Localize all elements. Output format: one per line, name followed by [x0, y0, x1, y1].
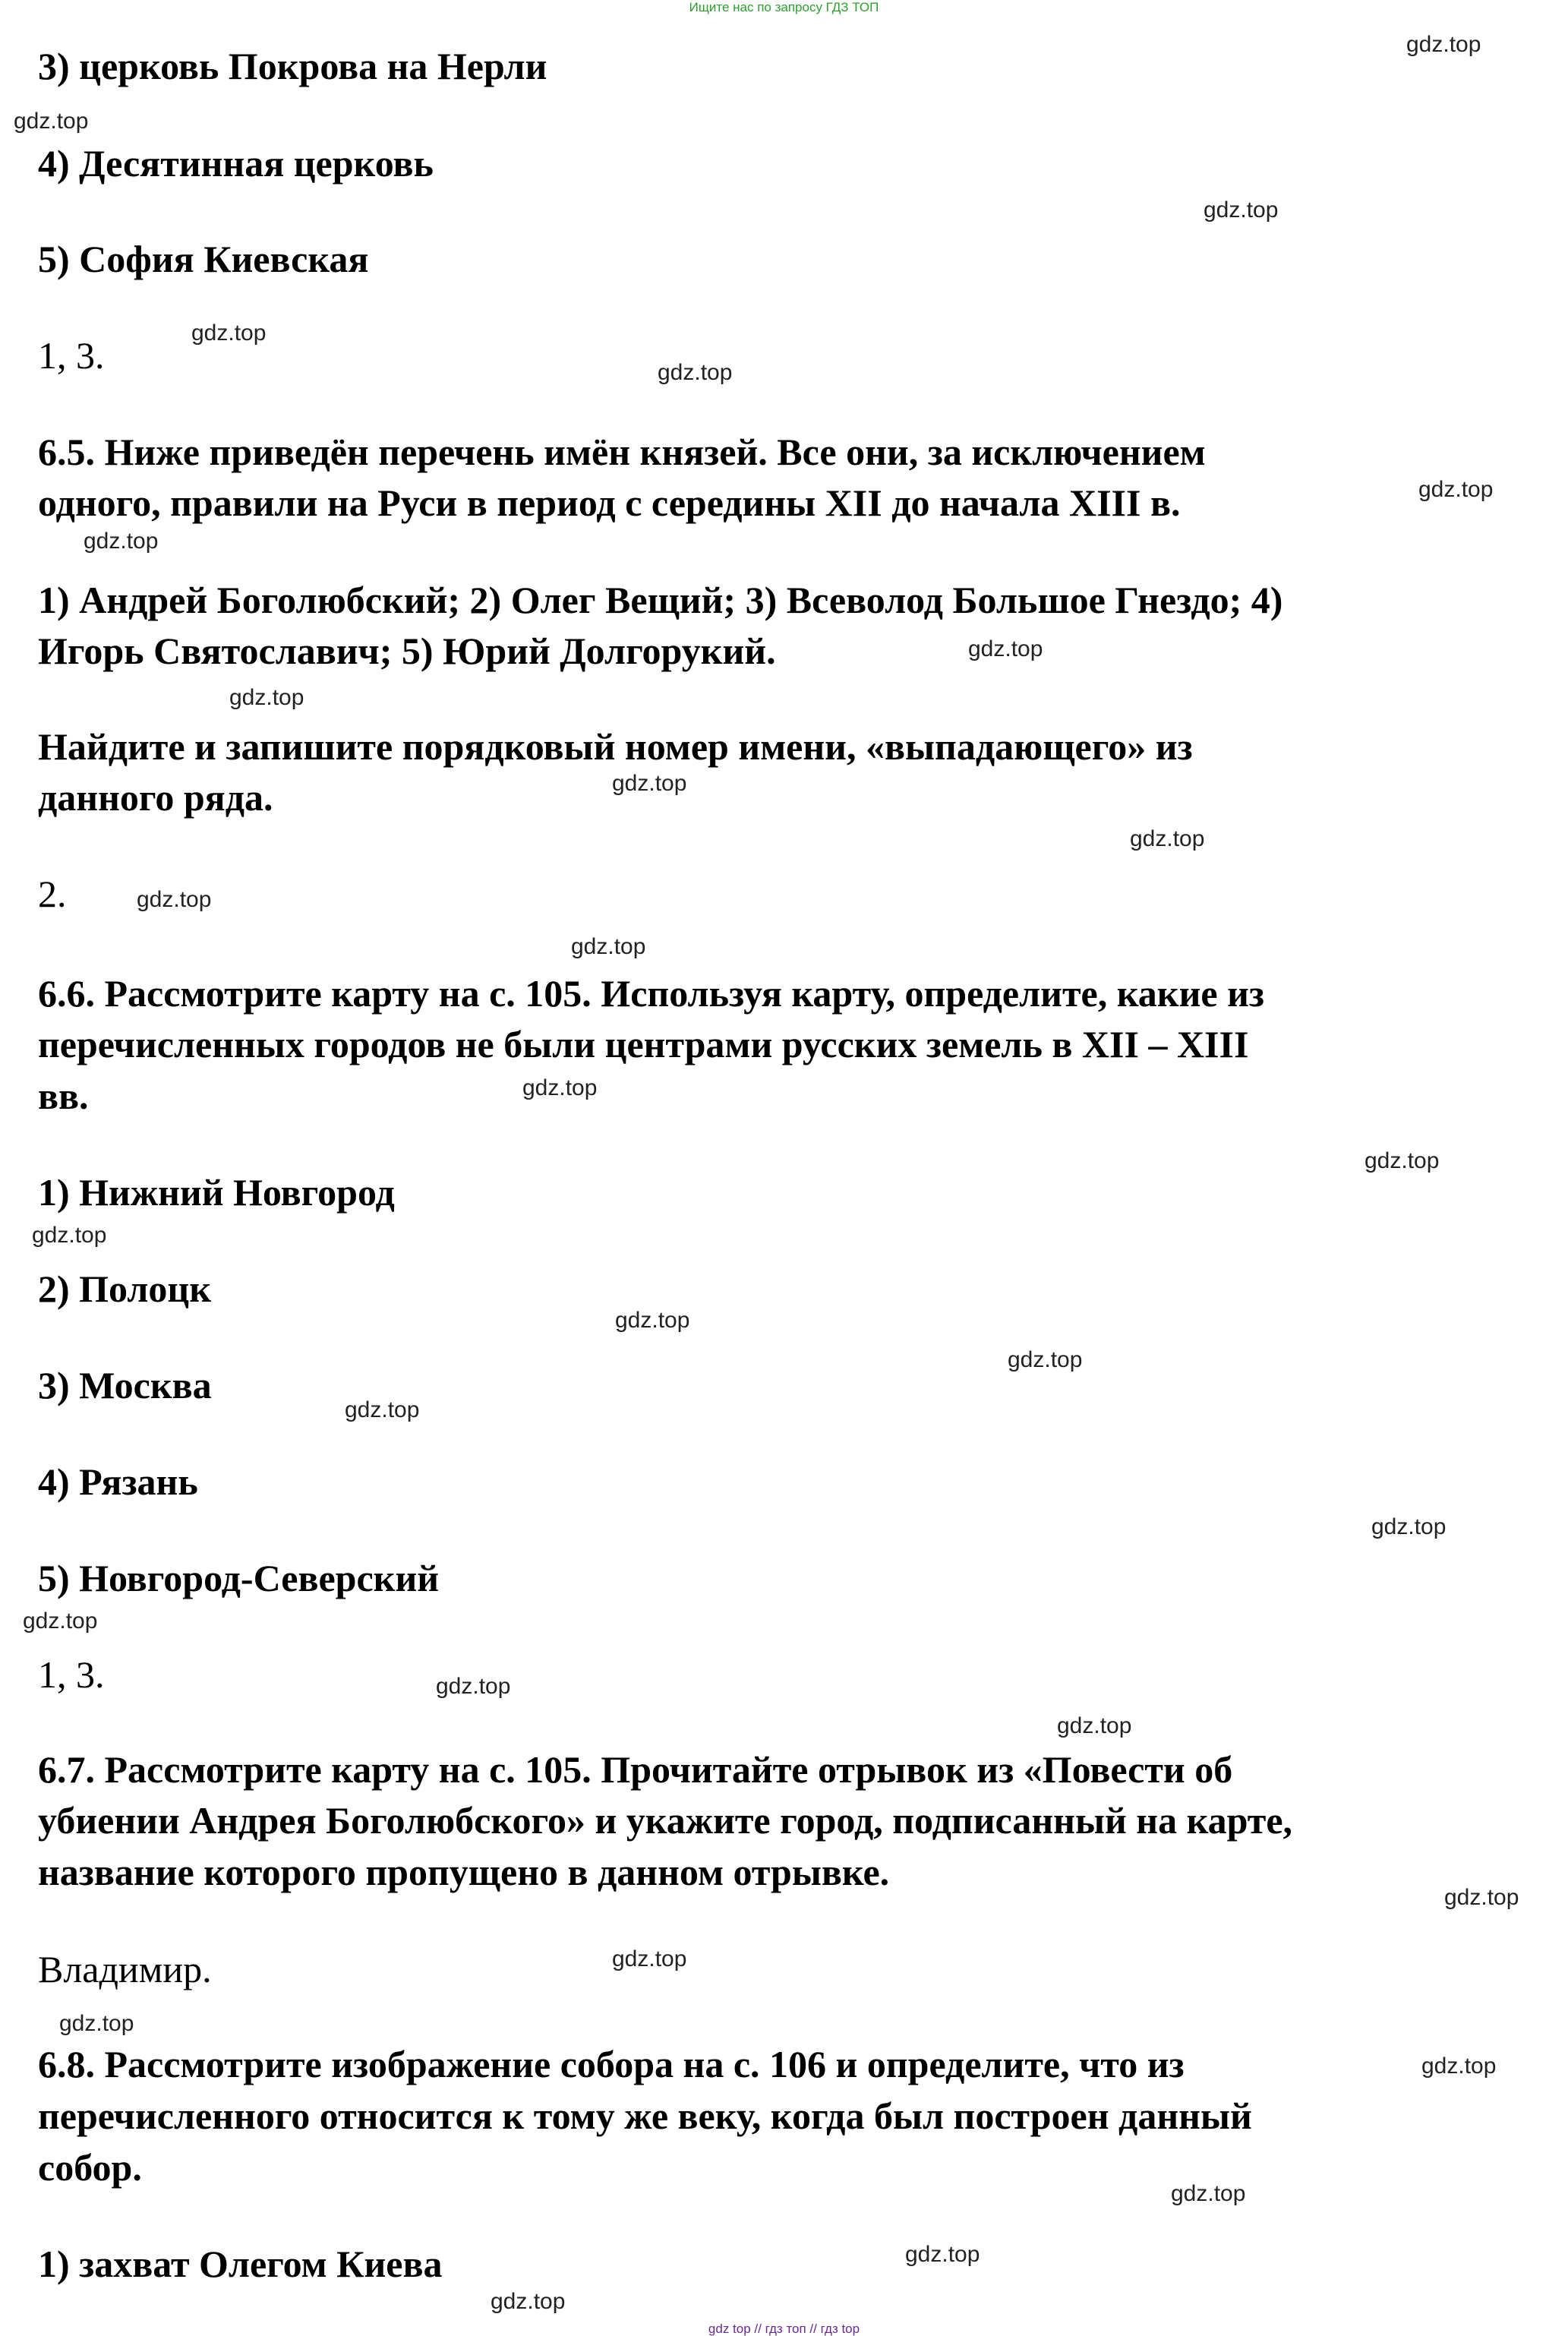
q68-question-line-1: 6.8. Рассмотрите изображение собора на с. 106 и определите, что из	[38, 2043, 1185, 2085]
watermark: gdz.top	[612, 771, 687, 796]
watermark: gdz.top	[615, 1308, 690, 1333]
q66-question-line-2: перечисленных городов не были центрами русских земель в XII – XIII	[38, 1023, 1249, 1065]
watermark: gdz.top	[1057, 1713, 1132, 1738]
watermark: gdz.top	[1365, 1148, 1440, 1173]
watermark: gdz.top	[522, 1075, 598, 1100]
watermark: gdz.top	[491, 2289, 566, 2314]
q66-question-line-3: вв.	[38, 1075, 89, 1117]
q66-answer: 1, 3.	[38, 1653, 105, 1696]
watermark: gdz.top	[345, 1397, 420, 1422]
prev-option-3: 3) церковь Покрова на Нерли	[38, 45, 547, 87]
watermark: gdz.top	[229, 685, 304, 710]
watermark: gdz.top	[436, 1674, 511, 1699]
watermark: gdz.top	[612, 1946, 687, 1971]
watermark: gdz.top	[84, 529, 159, 554]
bottom-banner: gdz top // гдз топ // гдз top	[708, 2322, 860, 2336]
watermark: gdz.top	[658, 360, 733, 385]
q65-answer: 2.	[38, 873, 67, 915]
q65-question-line-2: одного, правили на Руси в период с середины XII до начала XIII в.	[38, 481, 1181, 524]
q66-option-2: 2) Полоцк	[38, 1267, 212, 1310]
q66-option-1: 1) Нижний Новгород	[38, 1171, 395, 1214]
watermark: gdz.top	[571, 934, 646, 959]
watermark: gdz.top	[1371, 1514, 1447, 1539]
q67-question-line-1: 6.7. Рассмотрите карту на с. 105. Прочитайте отрывок из «Повести об	[38, 1748, 1233, 1791]
watermark: gdz.top	[14, 109, 89, 134]
q66-option-5: 5) Новгород-Северский	[38, 1557, 440, 1599]
watermark: gdz.top	[1421, 2053, 1497, 2079]
watermark: gdz.top	[1171, 2181, 1246, 2206]
watermark: gdz.top	[1204, 197, 1279, 223]
prev-option-4: 4) Десятинная церковь	[38, 142, 434, 185]
watermark: gdz.top	[1008, 1347, 1083, 1372]
watermark: gdz.top	[968, 636, 1043, 661]
watermark: gdz.top	[1418, 477, 1494, 502]
q65-question-line-1: 6.5. Ниже приведён перечень имён князей. Все они, за исключением	[38, 431, 1206, 473]
q65-task-line-1: Найдите и запишите порядковый номер имени, «выпадающего» из	[38, 725, 1193, 768]
watermark: gdz.top	[1444, 1885, 1519, 1910]
watermark: gdz.top	[137, 887, 212, 912]
prev-option-5: 5) София Киевская	[38, 238, 369, 280]
q66-option-3: 3) Москва	[38, 1364, 212, 1406]
q65-list-line-1: 1) Андрей Боголюбский; 2) Олег Вещий; 3) Всеволод Большое Гнездо; 4)	[38, 579, 1283, 621]
watermark: gdz.top	[191, 320, 267, 346]
q68-question-line-3: собор.	[38, 2146, 142, 2189]
watermark: gdz.top	[32, 1223, 107, 1248]
watermark: gdz.top	[23, 1608, 98, 1634]
top-banner: Ищите нас по запросу ГДЗ ТОП	[689, 0, 879, 14]
q67-question-line-3: название которого пропущено в данном отрывке.	[38, 1851, 890, 1893]
q68-option-1: 1) захват Олегом Киева	[38, 2243, 443, 2285]
q66-option-4: 4) Рязань	[38, 1460, 198, 1503]
q65-list-line-2: Игорь Святославич; 5) Юрий Долгорукий.	[38, 630, 776, 672]
q67-question-line-2: убиении Андрея Боголюбского» и укажите город, подписанный на карте,	[38, 1799, 1293, 1842]
prev-answer: 1, 3.	[38, 334, 105, 377]
q67-answer: Владимир.	[38, 1948, 212, 1990]
watermark: gdz.top	[905, 2242, 980, 2267]
watermark: gdz.top	[59, 2011, 134, 2036]
q66-question-line-1: 6.6. Рассмотрите карту на с. 105. Используя карту, определите, какие из	[38, 972, 1264, 1015]
q68-question-line-2: перечисленного относится к тому же веку, когда был построен данный	[38, 2095, 1252, 2137]
watermark: gdz.top	[1406, 32, 1481, 57]
q65-task-line-2: данного ряда.	[38, 776, 273, 819]
watermark: gdz.top	[1130, 826, 1205, 851]
